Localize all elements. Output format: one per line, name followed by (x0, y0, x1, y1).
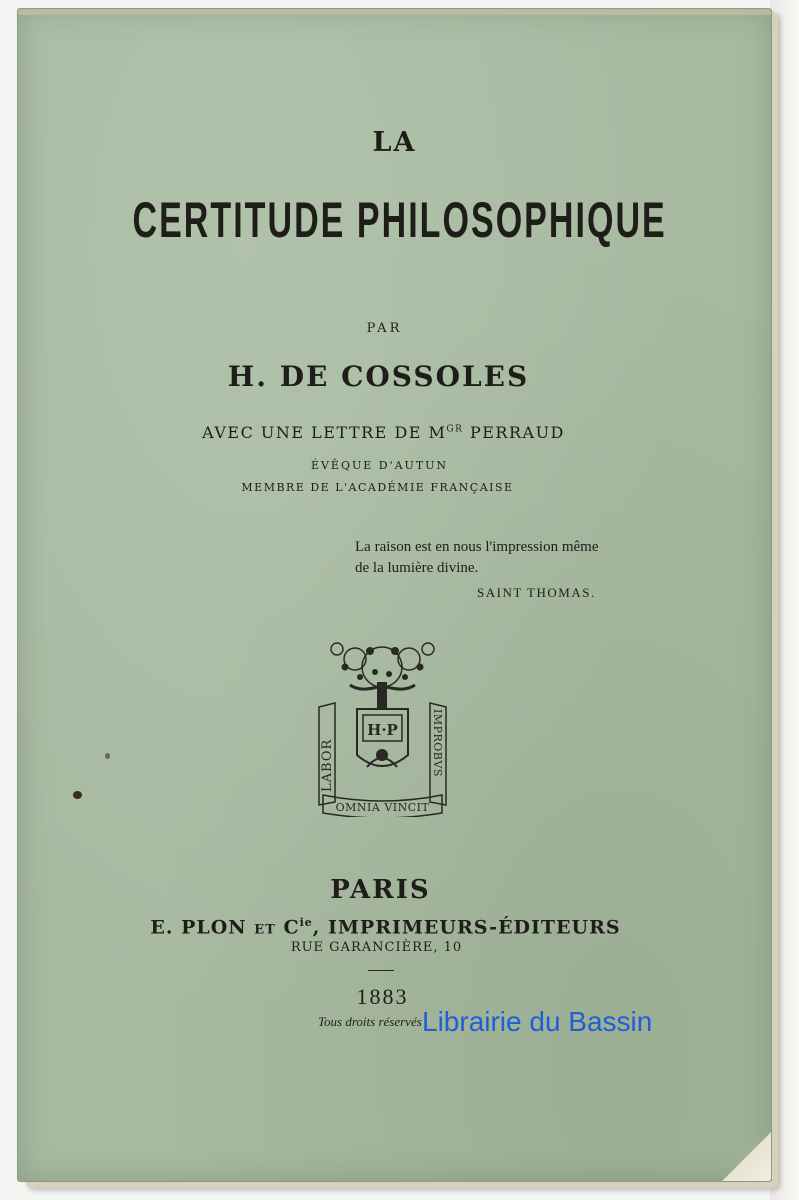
book-cover (17, 8, 772, 1182)
emblem-monogram: H·P (367, 721, 398, 739)
rights-notice: Tous droits réservés (318, 1014, 422, 1029)
left-banner (319, 703, 335, 805)
tree-icon (331, 643, 434, 710)
cover-top-wear (18, 9, 771, 15)
publication-year: 1883 (356, 984, 409, 1009)
publisher-role: , IMPRIMEURS-ÉDITEURS (312, 916, 621, 939)
printer-device-emblem (315, 637, 450, 817)
by-label: PAR (366, 321, 403, 336)
epigraph-line-2: de la lumière divine. (355, 560, 479, 576)
ink-spot (73, 791, 82, 799)
publisher-line (9, 916, 762, 938)
publisher-et: ET (254, 922, 276, 938)
author-name: H. DE COSSOLES (227, 360, 530, 393)
academy-membership: MEMBRE DE L'ACADÉMIE FRANÇAISE (241, 481, 514, 494)
bishop-title: ÉVÊQUE D'AUTUN (310, 459, 449, 472)
epigraph-attribution: SAINT THOMAS. (477, 585, 596, 600)
shield-icon (357, 709, 408, 767)
letter-credit-suffix: PERRAUD (463, 423, 565, 442)
letter-credit-superscript: GR (446, 424, 464, 435)
title-article: LA (372, 127, 417, 158)
epigraph-line-1: La raison est en nous l'impression même (355, 539, 599, 555)
emblem-left-motto: LABOR (320, 738, 335, 792)
publisher-company: C (275, 916, 300, 939)
seller-watermark: Librairie du Bassin (422, 1006, 653, 1037)
publisher-superscript: ie (299, 916, 313, 929)
divider-rule (368, 970, 394, 971)
epigraph (355, 537, 599, 603)
bottom-banner (323, 795, 442, 817)
publisher-name: E. PLON (150, 916, 255, 939)
letter-credit-prefix: AVEC UNE LETTRE DE M (202, 423, 447, 442)
emblem-bottom-motto: OMNIA VINCIT (335, 801, 430, 814)
ink-spot (105, 753, 110, 759)
right-banner (430, 703, 446, 805)
emblem-right-motto: IMPROBVS (431, 709, 444, 777)
cover-corner-wear (711, 1131, 771, 1181)
book-title: CERTITUDE PHILOSOPHIQUE (132, 192, 667, 248)
publisher-address: RUE GARANCIÈRE, 10 (290, 940, 463, 955)
imprint-city: PARIS (330, 875, 431, 905)
letter-credit (7, 423, 760, 442)
